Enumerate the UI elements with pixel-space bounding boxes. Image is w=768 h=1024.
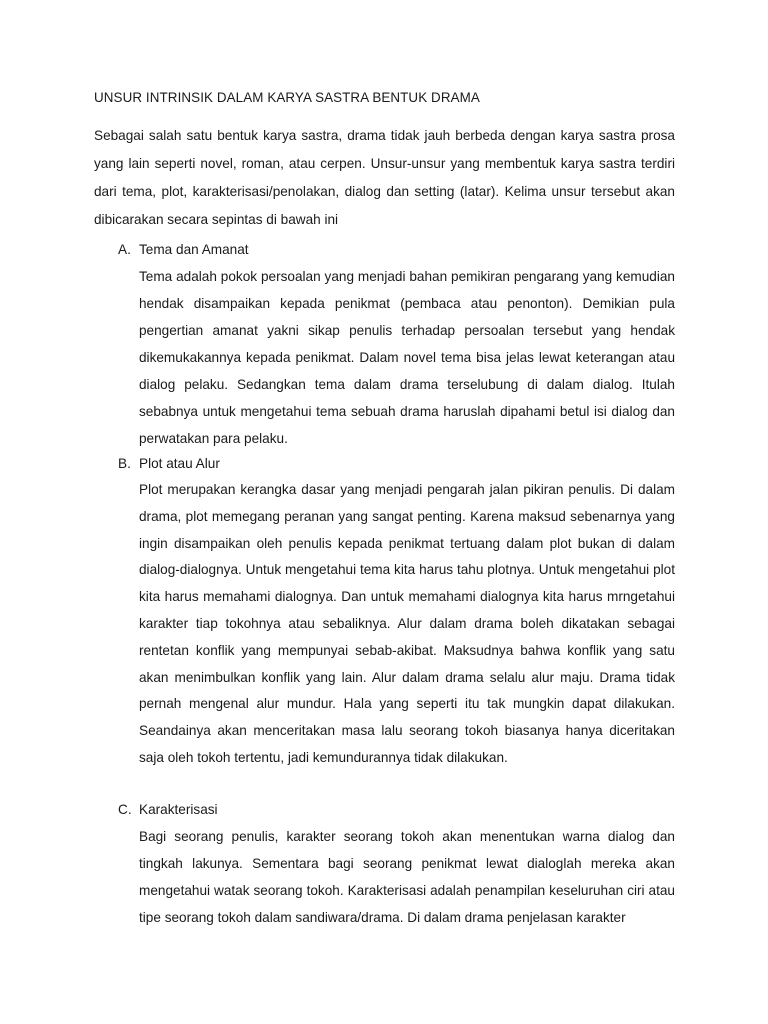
section-body: Bagi seorang penulis, karakter seorang tokoh akan menentukan warna dialog dan tingkah lakunya. Sementara bagi seorang penikmat lewat dialoglah mereka akan mengetahui watak seorang tokoh. Karakterisasi adalah penampilan keseluruhan ciri atau tipe seorang tokoh dalam sandiwara/drama. Di dalam drama penjelasan karakter	[139, 829, 675, 925]
section-tema-dan-amanat	[94, 237, 675, 452]
section-heading	[94, 797, 675, 823]
section-letter: B.	[118, 456, 131, 471]
section-title: Karakterisasi	[139, 802, 218, 817]
section-title: Tema dan Amanat	[139, 242, 249, 257]
section-body: Tema adalah pokok persoalan yang menjadi bahan pemikiran pengarang yang kemudian hendak disampaikan kepada penikmat (pembaca atau penonton). Demikian pula pengertian amanat yakni sikap penulis terhadap persoalan tersebut yang hendak dikemukakannya kepada penikmat. Dalam novel tema bisa jelas lewat keterangan atau dialog pelaku. Sedangkan tema dalam drama terselubung di dalam dialog. Itulah sebabnya untuk mengetahui tema sebuah drama haruslah dipahami betul isi dialog dan perwatakan para pelaku.	[139, 269, 675, 446]
section-heading	[94, 237, 675, 263]
section-karakterisasi	[94, 797, 675, 931]
document-title: UNSUR INTRINSIK DALAM KARYA SASTRA BENTUK DRAMA	[94, 90, 480, 105]
section-letter: C.	[118, 802, 132, 817]
section-heading	[94, 451, 675, 477]
section-title: Plot atau Alur	[139, 456, 220, 471]
section-body: Plot merupakan kerangka dasar yang menjadi pengarah jalan pikiran penulis. Di dalam drama, plot memegang peranan yang sangat penting. Karena maksud sebenarnya yang ingin disampaikan oleh penulis kepada penikmat tertuang dalam plot bukan di dalam dialog-dialognya. Untuk mengetahui tema kita harus tahu plotnya. Untuk mengetahui plot kita harus memahami dialognya. Dan untuk memahami dialognya kita harus mrngetahui karakter tiap tokohnya atau sebaliknya. Alur dalam drama boleh dikatakan sebagai rentetan konflik yang mempunyai sebab-akibat. Maksudnya bahwa konflik yang satu akan menimbulkan konflik yang lain. Alur dalam drama selalu alur maju. Drama tidak pernah mengenal alur mundur. Hala yang seperti itu tak mungkin dapat dilakukan. Seandainya akan menceritakan masa lalu seorang tokoh biasanya hanya diceritakan saja oleh tokoh tertentu, jadi kemundurannya tidak dilakukan.	[139, 482, 675, 765]
section-plot-atau-alur	[94, 451, 675, 772]
intro-paragraph: Sebagai salah satu bentuk karya sastra, drama tidak jauh berbeda dengan karya sastra prosa yang lain seperti novel, roman, atau cerpen. Unsur-unsur yang membentuk karya sastra terdiri dari tema, plot, karakterisasi/penolakan, dialog dan setting (latar). Kelima unsur tersebut akan dibicarakan secara sepintas di bawah ini	[94, 128, 675, 227]
section-letter: A.	[118, 242, 131, 257]
